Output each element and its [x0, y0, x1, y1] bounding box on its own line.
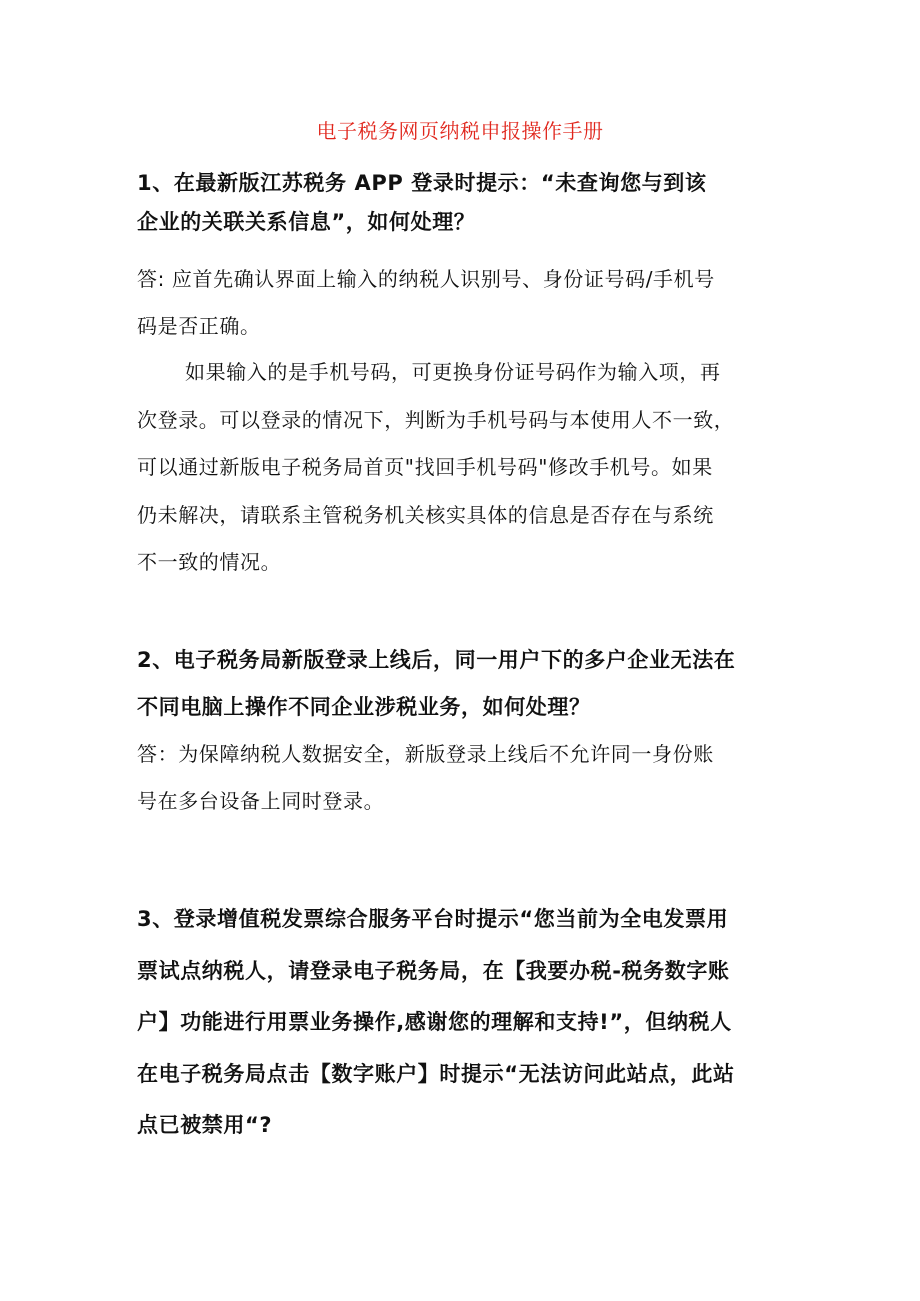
answer-2-line-2: 号在多台设备上同时登录。 [137, 789, 385, 813]
answer-1-paragraph-2-line-5: 不一致的情况。 [137, 550, 282, 574]
answer-1-line-1: 答: 应首先确认界面上输入的纳税人识别号、身份证号码/手机号 [137, 267, 715, 291]
answer-1-paragraph-2-line-4: 仍未解决，请联系主管税务机关核实具体的信息是否存在与系统 [137, 502, 714, 527]
answer-2-line-1: 答：为保障纳税人数据安全，新版登录上线后不允许同一身份账 [137, 742, 714, 766]
question-3-line-3: 户】功能进行用票业务操作,感谢您的理解和支持!”，但纳税人 [137, 1010, 732, 1034]
document-title: 电子税务网页纳税申报操作手册 [316, 119, 604, 143]
answer-1 [137, 256, 797, 350]
question-2-line-1: 2、电子税务局新版登录上线后，同一用户下的多户企业无法在 [137, 648, 736, 672]
question-3-line-4: 在电子税务局点击【数字账户】时提示“无法访问此站点，此站 [137, 1061, 735, 1086]
answer-1-paragraph-2 [137, 349, 797, 587]
question-1-line-2: 企业的关联关系信息”，如何处理？ [137, 210, 476, 234]
question-2 [137, 637, 797, 731]
answer-2 [137, 731, 797, 825]
question-1-line-1: 1、在最新版江苏税务 APP 登录时提示：“未查询您与到该 [137, 171, 707, 195]
answer-1-line-2: 码是否正确。 [137, 314, 261, 338]
question-3-line-5: 点已被禁用“? [137, 1113, 273, 1137]
answer-1-paragraph-2-line-3: 可以通过新版电子税务局首页"找回手机号码"修改手机号。如果 [137, 455, 713, 479]
question-3-line-2: 票试点纳税人，请登录电子税务局，在【我要办税-税务数字账 [137, 958, 730, 983]
question-3-line-1: 3、登录增值税发票综合服务平台时提示“您当前为全电发票用 [137, 907, 729, 931]
question-2-line-2: 不同电脑上操作不同企业涉税业务，如何处理？ [137, 695, 591, 719]
question-3 [137, 894, 797, 1152]
question-1 [137, 164, 797, 242]
answer-1-paragraph-2-line-1: 如果输入的是手机号码，可更换身份证号码作为输入项，再 [185, 360, 721, 384]
answer-1-paragraph-2-line-2: 次登录。可以登录的情况下，判断为手机号码与本使用人不一致， [137, 407, 735, 432]
